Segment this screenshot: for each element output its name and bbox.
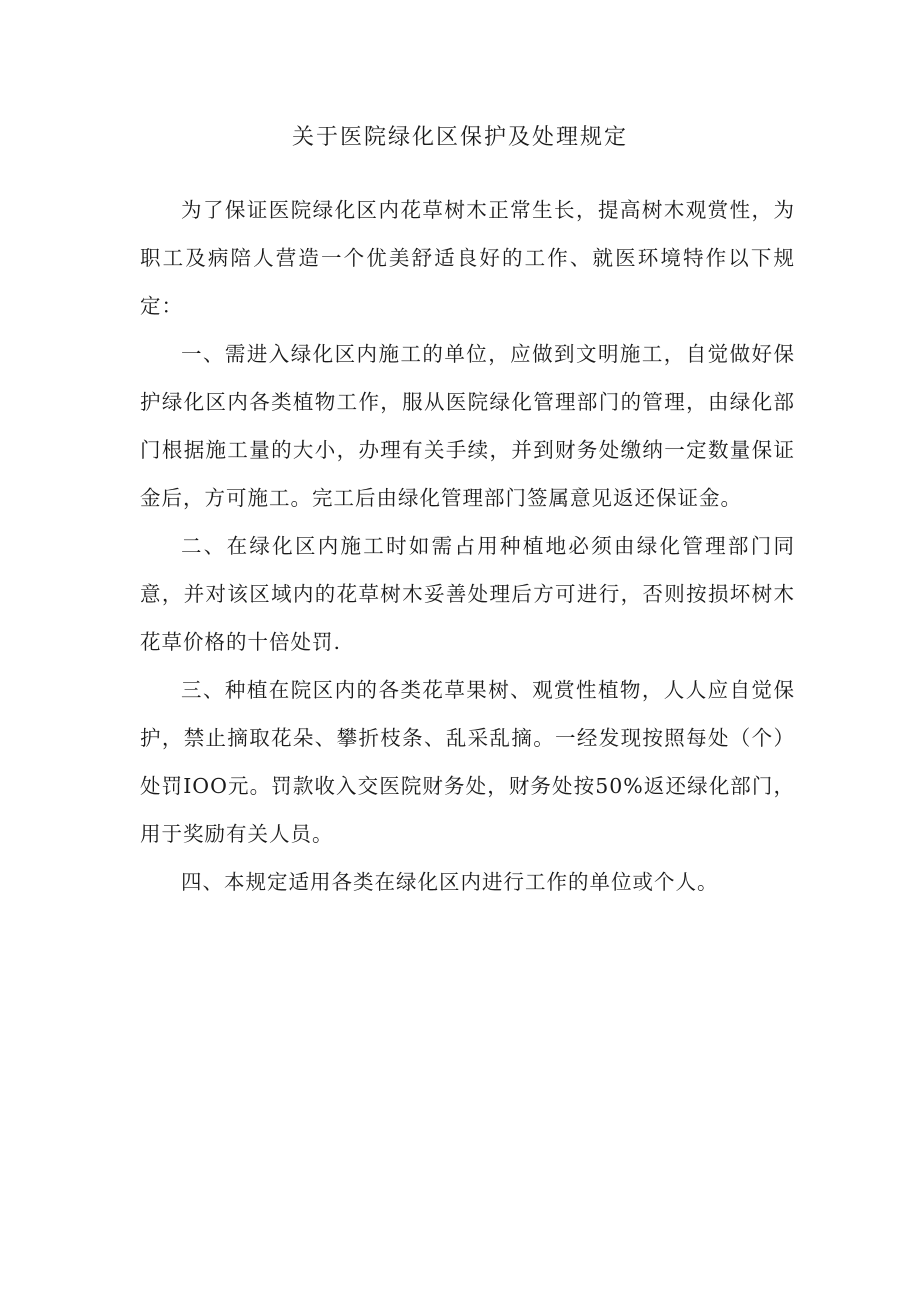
paragraph-rule-3: 三、种植在院区内的各类花草果树、观赏性植物，人人应自觉保护，禁止摘取花朵、攀折枝条、乱采乱摘。一经发现按照每处（个）处罚IOO元。罚款收入交医院财务处，财务处按50%返还绿化部门，用于奖励有关人员。 [140, 678, 795, 846]
document-title: 关于医院绿化区保护及处理规定 [291, 125, 628, 150]
paragraph-rule-1: 一、需进入绿化区内施工的单位，应做到文明施工，自觉做好保护绿化区内各类植物工作，服从医院绿化管理部门的管理，由绿化部门根据施工量的大小，办理有关手续，并到财务处缴纳一定数量保证金后，方可施工。完工后由绿化管理部门签属意见返还保证金。 [140, 342, 795, 510]
paragraph-intro: 为了保证医院绿化区内花草树木正常生长，提高树木观赏性，为职工及病陪人营造一个优美舒适良好的工作、就医环境特作以下规定： [140, 198, 795, 318]
document-body [140, 186, 795, 906]
paragraph-rule-4: 四、本规定适用各类在绿化区内进行工作的单位或个人。 [181, 870, 719, 894]
paragraph-rule-2: 二、在绿化区内施工时如需占用种植地必须由绿化管理部门同意，并对该区域内的花草树木妥善处理后方可进行，否则按损坏树木花草价格的十倍处罚. [140, 534, 795, 654]
